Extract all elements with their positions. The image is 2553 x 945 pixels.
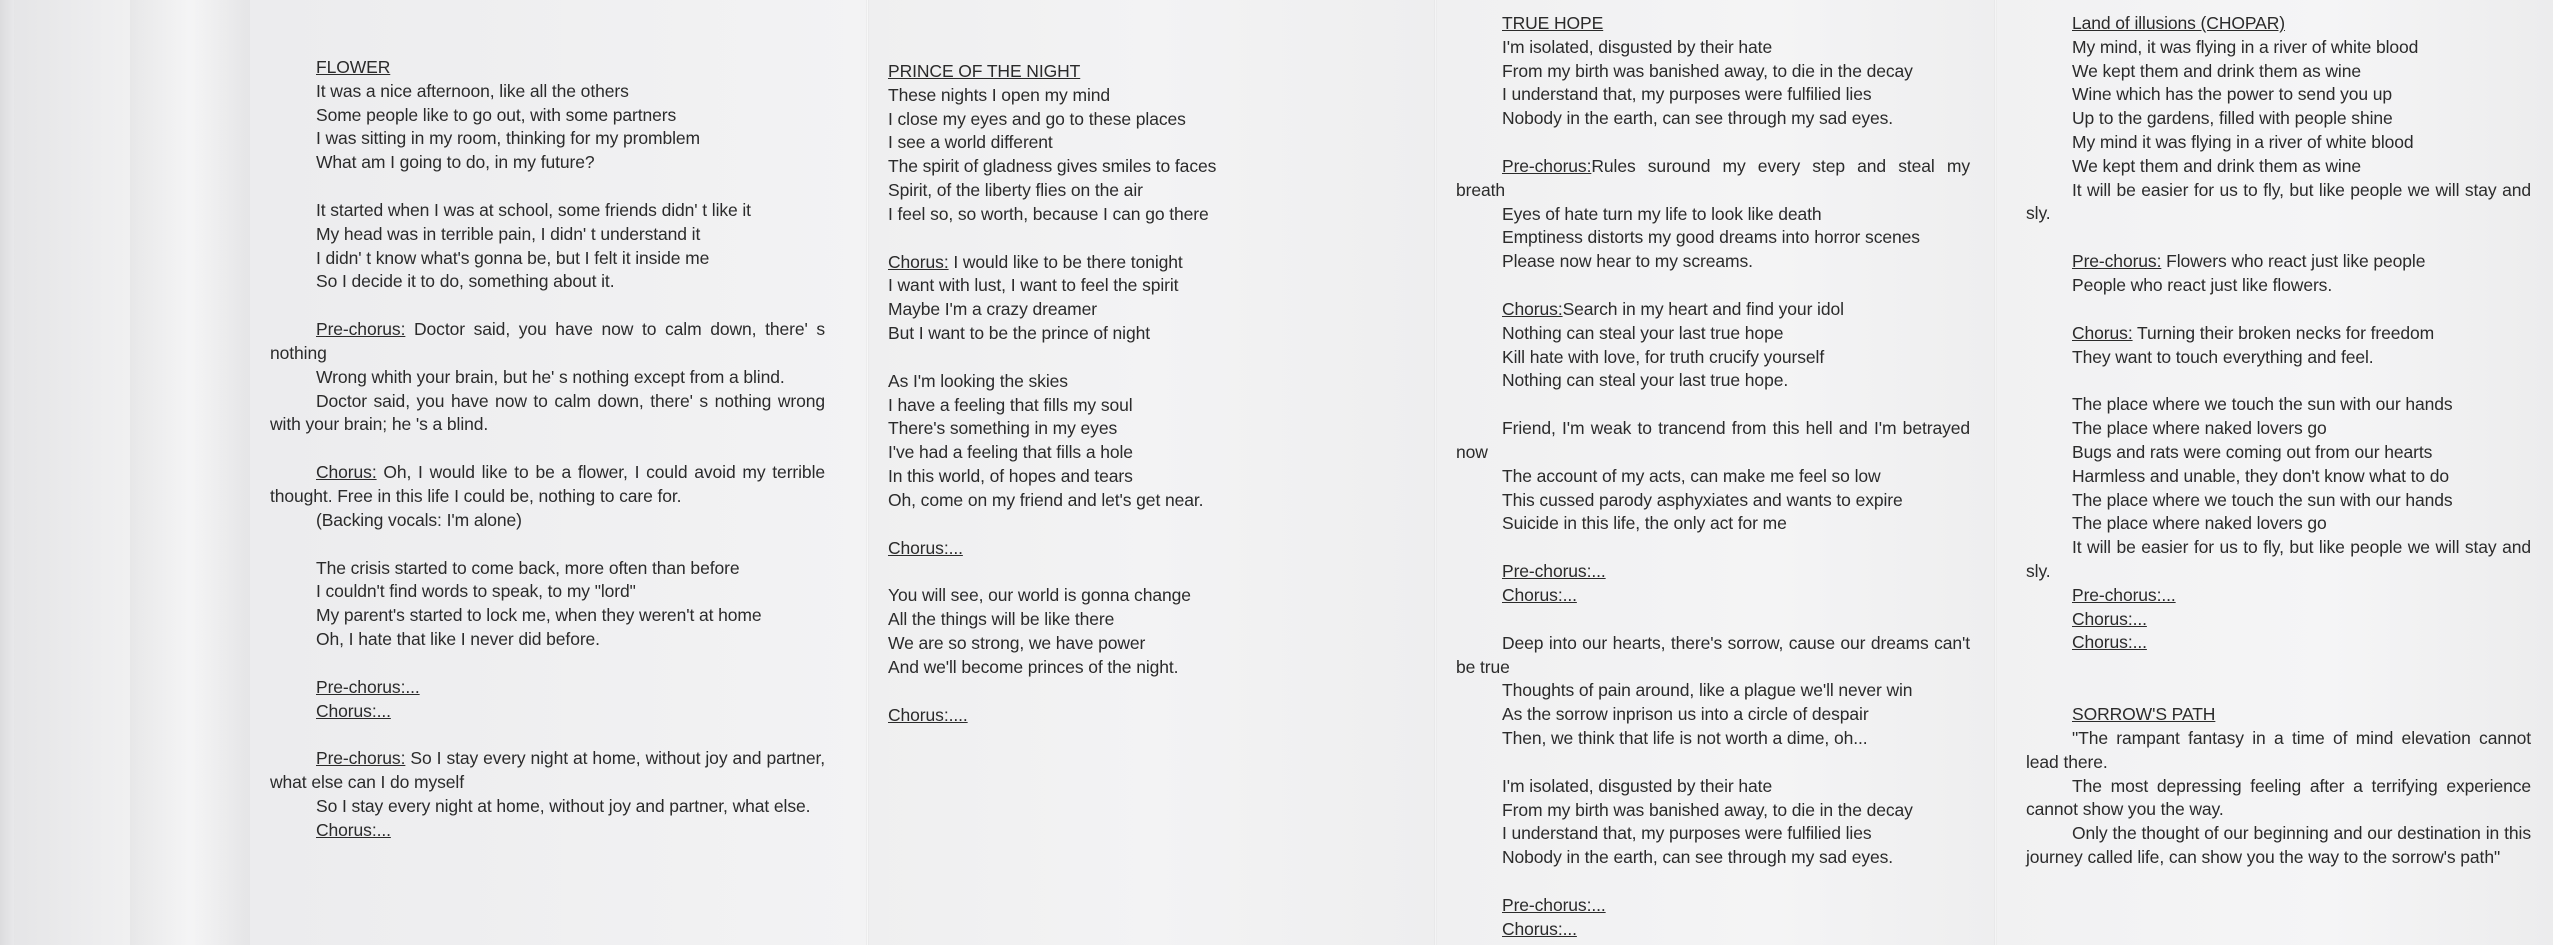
section-ref: Chorus:...: [1502, 584, 1577, 605]
booklet-edge: [0, 0, 14, 945]
lyric-line: We are so strong, we have power: [888, 632, 1146, 653]
lyric-paragraph: [270, 318, 825, 366]
lyric-line: Kill hate with love, for truth crucify yourself: [1502, 346, 1825, 367]
lyric-line: As the sorrow inprison us into a circle of despair: [1502, 704, 1869, 725]
section-ref: Chorus:....: [888, 704, 968, 725]
lyric-line: I couldn't find words to speak, to my "lord": [316, 581, 636, 602]
lyric-line: This cussed parody asphyxiates and wants to expire: [1502, 489, 1903, 510]
lyric-line: We kept them and drink them as wine: [2072, 60, 2361, 81]
lyric-line: The account of my acts, can make me feel so low: [1502, 465, 1881, 486]
lyric-line: Wrong whith your brain, but he' s nothing except from a blind.: [316, 366, 785, 387]
lyric-text: So I stay every night at home, without joy and partner, what else can I do myself: [270, 748, 825, 793]
lyric-line: I was sitting in my room, thinking for my promblem: [316, 128, 701, 149]
lyric-paragraph: [1456, 155, 1970, 203]
lyric-line: From my birth was banished away, to die in the decay: [1502, 799, 1913, 820]
section-ref: Pre-chorus:...: [1502, 561, 1606, 582]
lyric-line: The spirit of gladness gives smiles to faces: [888, 156, 1217, 177]
lyric-line: We kept them and drink them as wine: [2072, 155, 2361, 176]
lyric-line: My head was in terrible pain, I didn' t understand it: [316, 223, 701, 244]
fold-line: [1434, 0, 1437, 945]
section-label: Pre-chorus:: [316, 748, 406, 769]
lyric-line: Nobody in the earth, can see through my sad eyes.: [1502, 847, 1894, 868]
song-title: SORROW'S PATH: [2072, 704, 2216, 725]
lyric-line: The crisis started to come back, more often than before: [316, 557, 740, 578]
section-ref: Chorus:...: [2072, 608, 2147, 629]
section-label: Pre-chorus:: [1502, 155, 1592, 176]
lyric-line: Suicide in this life, the only act for me: [1502, 513, 1787, 534]
lyric-line: Nothing can steal your last true hope.: [1502, 370, 1789, 391]
lyric-text: Turning their broken necks for freedom: [2132, 322, 2435, 343]
lyric-line: [888, 251, 1303, 275]
lyric-paragraph: Only the thought of our beginning and our destination in this journey called life, can show you the way to the sorrow's path": [2026, 823, 2531, 867]
lyric-line: Nobody in the earth, can see through my sad eyes.: [1502, 108, 1894, 129]
lyric-line: [1456, 298, 1970, 322]
section-label: Pre-chorus:: [316, 319, 406, 340]
lyric-line: In this world, of hopes and tears: [888, 465, 1133, 486]
lyric-line: The place where naked lovers go: [2072, 418, 2327, 439]
lyric-line: I'm isolated, disgusted by their hate: [1502, 36, 1773, 57]
lyric-line: Some people like to go out, with some partners: [316, 104, 677, 125]
lyric-paragraph: Friend, I'm weak to trancend from this hell and I'm betrayed now: [1456, 418, 1970, 462]
section-ref: Pre-chorus:...: [2072, 584, 2176, 605]
lyrics-land-of-illusions: [2026, 12, 2531, 870]
lyric-line: My mind, it was flying in a river of white blood: [2072, 36, 2419, 57]
lyric-line: My parent's started to lock me, when they weren't at home: [316, 605, 762, 626]
section-ref: Chorus:...: [316, 700, 391, 721]
lyric-line: I want with lust, I want to feel the spirit: [888, 275, 1179, 296]
lyric-paragraph: It will be easier for us to fly, but like people we will stay and sly.: [2026, 537, 2531, 581]
section-ref: Chorus:...: [888, 537, 963, 558]
lyric-line: I see a world different: [888, 132, 1053, 153]
lyric-line: And we'll become princes of the night.: [888, 656, 1179, 677]
spine-strip: [130, 0, 250, 945]
lyric-line: Nothing can steal your last true hope: [1502, 322, 1784, 343]
lyric-line: These nights I open my mind: [888, 84, 1110, 105]
lyric-line: I'm isolated, disgusted by their hate: [1502, 775, 1773, 796]
lyric-paragraph: It will be easier for us to fly, but like people we will stay and sly.: [2026, 179, 2531, 224]
lyric-text: Oh, I would like to be a flower, I could avoid my terrible thought. Free in this life I could be, nothing to care for.: [270, 462, 825, 506]
lyric-line: It started when I was at school, some friends didn' t like it: [316, 199, 751, 220]
lyric-paragraph: The most depressing feeling after a terrifying experience cannot show you the way.: [2026, 775, 2531, 820]
section-label: Chorus:: [316, 462, 377, 483]
lyric-text: I would like to be there tonight: [948, 251, 1183, 272]
lyric-line: Emptiness distorts my good dreams into horror scenes: [1502, 227, 1920, 248]
lyric-line: Spirit, of the liberty flies on the air: [888, 179, 1143, 200]
lyric-line: They want to touch everything and feel.: [2072, 346, 2374, 367]
section-ref: Chorus:...: [1502, 918, 1577, 939]
lyric-text: Doctor said, you have now to calm down, there' s nothing: [270, 319, 825, 363]
lyric-line: Then, we think that life is not worth a dime, oh...: [1502, 727, 1868, 748]
lyric-line: All the things will be like there: [888, 609, 1115, 630]
lyric-line: Wine which has the power to send you up: [2072, 84, 2393, 105]
song-title: Land of illusions (CHOPAR): [2072, 13, 2285, 33]
lyric-line: There's something in my eyes: [888, 418, 1118, 439]
lyrics-flower: [270, 56, 825, 843]
lyric-line: I didn' t know what's gonna be, but I felt it inside me: [316, 247, 710, 268]
lyric-line: The place where we touch the sun with our hands: [2072, 394, 2453, 415]
lyrics-true-hope: [1456, 12, 1970, 942]
lyric-line: You will see, our world is gonna change: [888, 585, 1191, 606]
song-title: FLOWER: [316, 57, 391, 77]
section-ref: Pre-chorus:...: [1502, 894, 1606, 915]
section-label: Pre-chorus:: [2072, 251, 2162, 272]
lyric-line: As I'm looking the skies: [888, 370, 1068, 391]
section-label: Chorus:: [2072, 322, 2133, 343]
lyric-line: But I want to be the prince of night: [888, 322, 1150, 343]
lyric-line: From my birth was banished away, to die in the decay: [1502, 60, 1913, 81]
lyric-text: Search in my heart and find your idol: [1562, 298, 1844, 319]
lyric-line: Harmless and unable, they don't know what to do: [2072, 465, 2450, 486]
lyric-line: I feel so, so worth, because I can go there: [888, 203, 1209, 224]
lyric-line: I close my eyes and go to these places: [888, 108, 1186, 129]
section-ref: Pre-chorus:...: [316, 676, 420, 697]
lyric-line: Please now hear to my screams.: [1502, 251, 1753, 272]
lyric-line: My mind it was flying in a river of white blood: [2072, 131, 2414, 152]
lyric-line: So I stay every night at home, without joy and partner, what else.: [316, 795, 811, 816]
song-title: PRINCE OF THE NIGHT: [888, 61, 1081, 81]
lyric-line: Eyes of hate turn my life to look like death: [1502, 203, 1822, 224]
lyric-line: [2026, 322, 2531, 346]
lyric-line: Maybe I'm a crazy dreamer: [888, 299, 1097, 320]
fold-line: [866, 0, 869, 945]
lyric-line: What am I going to do, in my future?: [316, 152, 595, 173]
fold-line: [1994, 0, 1997, 945]
lyric-line: I understand that, my purposes were fulfilied lies: [1502, 823, 1872, 844]
section-ref: Chorus:...: [316, 819, 391, 840]
lyric-line: I've had a feeling that fills a hole: [888, 442, 1133, 463]
lyric-line: So I decide it to do, something about it.: [316, 271, 615, 292]
lyric-line: Up to the gardens, filled with people shine: [2072, 108, 2393, 129]
lyric-paragraph: Doctor said, you have now to calm down, there' s nothing wrong with your brain; he 's a blind.: [270, 390, 825, 435]
lyric-text: Rules suround my every step and steal my breath: [1456, 155, 1970, 200]
lyric-paragraph: [270, 461, 825, 509]
lyric-line: Oh, I hate that like I never did before.: [316, 628, 600, 649]
lyrics-prince-of-the-night: [888, 60, 1303, 727]
section-ref: Chorus:...: [2072, 632, 2147, 653]
lyric-line: The place where we touch the sun with our hands: [2072, 489, 2453, 510]
lyric-line: (Backing vocals: I'm alone): [316, 509, 522, 530]
lyric-text: Flowers who react just like people: [2161, 251, 2426, 272]
lyric-line: The place where naked lovers go: [2072, 513, 2327, 534]
lyric-line: People who react just like flowers.: [2072, 274, 2333, 295]
lyric-line: [2026, 250, 2531, 274]
lyric-paragraph: Deep into our hearts, there's sorrow, cause our dreams can't be true: [1456, 632, 1970, 677]
lyric-paragraph: "The rampant fantasy in a time of mind elevation cannot lead there.: [2026, 727, 2531, 772]
section-label: Chorus:: [1502, 298, 1563, 319]
lyric-line: Thoughts of pain around, like a plague we'll never win: [1502, 680, 1913, 701]
lyric-line: I have a feeling that fills my soul: [888, 394, 1133, 415]
lyric-line: It was a nice afternoon, like all the others: [316, 80, 629, 101]
song-title: TRUE HOPE: [1502, 13, 1604, 33]
section-label: Chorus:: [888, 251, 949, 272]
lyric-line: Bugs and rats were coming out from our hearts: [2072, 441, 2433, 462]
lyric-line: Oh, come on my friend and let's get near.: [888, 489, 1204, 510]
lyric-paragraph: [270, 747, 825, 795]
lyric-line: I understand that, my purposes were fulfilied lies: [1502, 84, 1872, 105]
